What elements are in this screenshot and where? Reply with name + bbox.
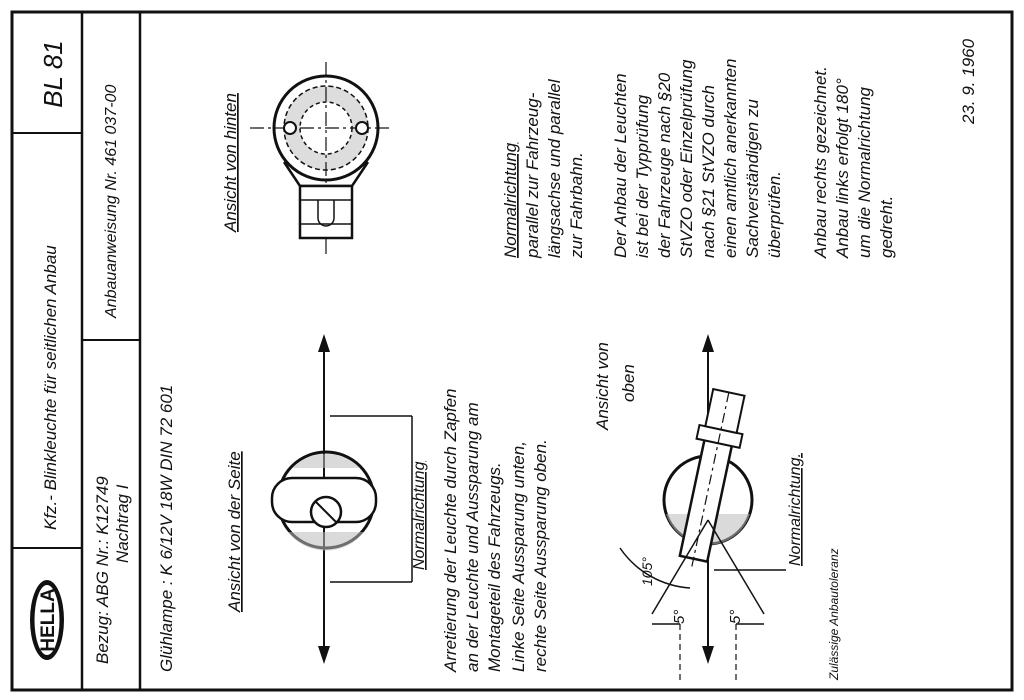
top-normal-direction-label: Normalrichtung. [787,453,804,566]
locking-note [441,388,550,673]
inspection-line-6: einen amtlich anerkannten [721,58,740,258]
tolerance-caption: Zulässige Anbautoleranz [827,548,841,680]
inspection-line-8: überprüfen. [765,171,784,258]
instruction-number: Anbauanweisung Nr. 461 037-00 [103,84,120,318]
hella-logo [30,580,64,660]
mounting-line-3: um die Normalrichtung [855,86,874,258]
title-heading: Kfz.- Blinkleuchte für seitlichen Anbau [41,245,60,530]
locking-line-1: Arretierung der Leuchte durch Zapfen [441,388,460,672]
inspection-line-5: nach §21 StVZO durch [699,85,718,258]
normal-line-3: zur Fahrbahn. [567,152,586,258]
top-view-heading-line2: oben [619,364,638,402]
rear-view-drawing [250,62,392,254]
side-view-heading: Ansicht von der Seite [225,451,244,612]
reference-number: Bezug: ABG Nr.: K12749 [93,476,112,664]
issue-date: 23. 9. 1960 [959,38,978,124]
doc-code: BL 81 [38,40,68,108]
inspection-line-3: der Fahrzeuge nach §20 [655,72,674,258]
mounting-note [811,66,896,259]
normal-line-1: parallel zur Fahrzeug- [523,92,542,258]
normal-direction-heading: Normalrichtung [501,142,520,258]
tolerance-left-label: 5° [671,609,688,624]
angle-label: 105° [639,557,655,586]
normal-direction-note [501,78,586,259]
logo-lettering: HELLA [38,588,59,652]
locking-line-5: rechte Seite Aussparung oben. [531,439,550,672]
mounting-line-1: Anbau rechts gezeichnet. [811,66,830,258]
rear-view-heading: Ansicht von hinten [221,93,240,232]
top-view-heading-line1: Ansicht von [593,342,612,430]
reference-supplement: Nachtrag I [113,484,132,563]
bulb-specification: Glühlampe : K 6/12V 18W DIN 72 601 [157,384,176,672]
mounting-line-2: Anbau links erfolgt 180° [833,78,852,258]
inspection-note [611,59,784,258]
inspection-line-2: ist bei der Typprüfung [633,94,652,258]
top-view-drawing [620,334,786,680]
normal-line-2: längsachse und parallel [545,79,564,258]
inspection-line-4: StVZO oder Einzelprüfung [677,59,696,258]
locking-line-3: Montageteil des Fahrzeugs. [485,462,504,672]
side-normal-direction-label: Normalrichtung [411,461,428,570]
inspection-line-7: Sachverständigen zu [743,99,762,258]
tolerance-right-label: 5° [727,609,744,624]
locking-line-4: Linke Seite Aussparung unten, [509,441,528,672]
side-view-drawing [272,334,412,664]
inspection-line-1: Der Anbau der Leuchten [611,73,630,258]
locking-line-2: an der Leuchte und Aussparung am [463,402,482,672]
mounting-line-4: gedreht. [877,195,896,258]
